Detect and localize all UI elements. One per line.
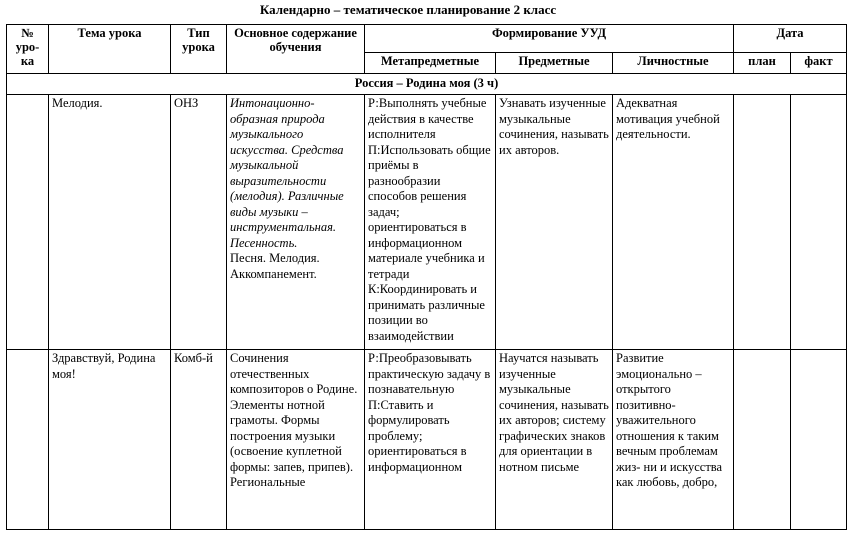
cell-content: Сочинения отечественных композиторов о Родине. Элементы нотной грамоты. Формы построения музыки (освоение куплетной формы: запев, припев). Региональные (227, 350, 365, 530)
header-meta: Метапредметные (365, 53, 496, 74)
cell-num (7, 95, 49, 350)
table-row (7, 350, 847, 530)
cell-topic: Здравствуй, Родина моя! (49, 350, 171, 530)
header-personal: Личностные (613, 53, 734, 74)
cell-fact (791, 95, 847, 350)
cell-personal: Адекватная мотивация учебной деятельности. (613, 95, 734, 350)
cell-type: Комб-й (171, 350, 227, 530)
header-lesson-number: № уро-ка (7, 25, 49, 74)
header-type: Тип урока (171, 25, 227, 74)
content-italic: Интонационно-образная природа музыкального искусства. Средства музыкальной выразительности (мелодия). Различные виды музыки – инструментальная. Песенность. (230, 96, 344, 250)
page-title: Календарно – тематическое планирование 2 класс (259, 2, 557, 17)
header-uud: Формирование УУД (365, 25, 734, 53)
table-row (7, 95, 847, 350)
cell-personal: Развитие эмоционально – открытого позитивно-уважительного отношения к таким вечным проблемам жиз- ни и искусства как любовь, добро, (613, 350, 734, 530)
cell-num (7, 350, 49, 530)
section-title: Россия – Родина моя (3 ч) (7, 74, 847, 95)
planning-table (6, 24, 847, 530)
header-content: Основное содержание обучения (227, 25, 365, 74)
header-plan: план (734, 53, 791, 74)
cell-topic: Мелодия. (49, 95, 171, 350)
cell-subject: Узнавать изученные музыкальные сочинения, называть их авторов. (496, 95, 613, 350)
cell-meta: Р:Выполнять учебные действия в качестве исполнителя П:Использовать общие приёмы в разнообразии способов решения задач; ориентироваться в информационном материале учебника и тетради К:Координировать и принимать различные позиции во взаимодействии (365, 95, 496, 350)
cell-type: ОНЗ (171, 95, 227, 350)
header-subject: Предметные (496, 53, 613, 74)
cell-plan (734, 95, 791, 350)
cell-plan (734, 350, 791, 530)
cell-content (227, 95, 365, 350)
cell-subject: Научатся называть изученные музыкальные сочинения, называть их авторов; систему графических знаков для ориентации в нотном письме (496, 350, 613, 530)
header-fact: факт (791, 53, 847, 74)
cell-fact (791, 350, 847, 530)
header-topic: Тема урока (49, 25, 171, 74)
content-plain: Песня. Мелодия. Аккомпанемент. (230, 251, 320, 281)
cell-meta: Р:Преобразовывать практическую задачу в познавательную П:Ставить и формулировать проблему; ориентироваться в информационном (365, 350, 496, 530)
header-date: Дата (734, 25, 847, 53)
